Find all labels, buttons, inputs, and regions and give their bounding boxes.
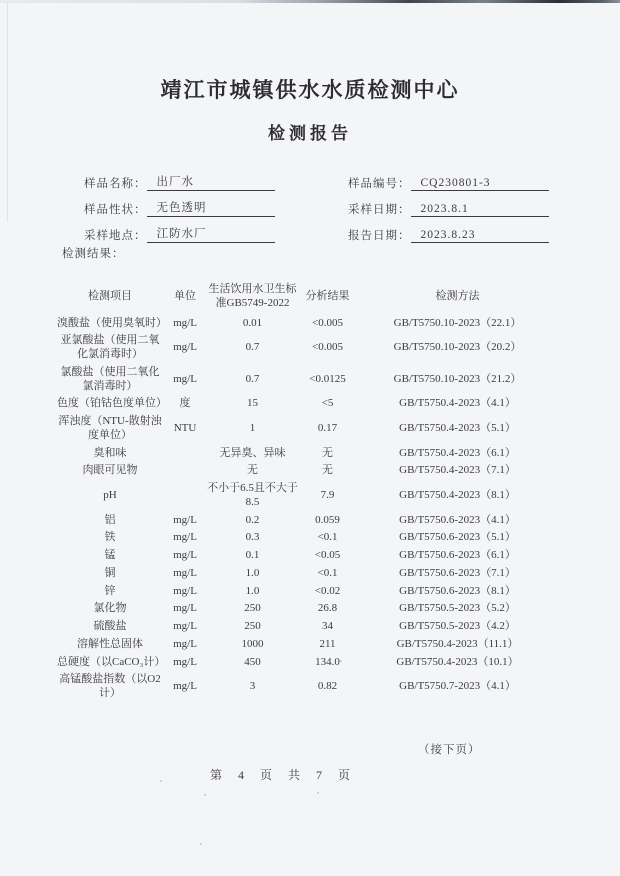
cell-unit [165,480,205,512]
report-date-label: 报告日期： [348,230,411,242]
cell-item: 肉眼可见物 [82,464,138,477]
cell-result: 0.17 [317,421,338,434]
sampling-site-value: 江防水厂 [147,225,275,243]
cell-standard: 250 [244,602,261,615]
col-header-unit: 单位 [174,289,196,302]
cell-item: pH [103,488,117,501]
scan-speck [204,794,206,796]
sample-info-right [348,165,549,243]
cell-unit: mg/L [173,513,197,526]
table-row [55,600,560,618]
cell-unit: 度 [179,397,191,410]
cell-standard: 250 [244,620,261,632]
sampling-date-field [348,191,549,217]
report-date-value: 2023.8.23 [411,229,549,243]
cell-item: 高锰酸盐指数（以O2计） [59,673,161,699]
cell-result: <0.005 [312,341,343,354]
cell-unit: mg/L [173,584,197,597]
cell-item: 氯酸盐（使用二氧化氯消毒时） [60,365,160,392]
cell-item: 铝 [104,513,116,526]
sample-state-value: 无色透明 [147,199,275,217]
cell-unit: mg/L [173,602,197,615]
scan-speck [200,843,202,845]
table-row [55,671,560,703]
sample-no-label: 样品编号： [348,178,411,190]
cell-method: GB/T5750.5-2023（5.2） [399,602,516,615]
cell-unit [165,462,205,480]
cell-item: 色度（铂钴色度单位） [57,397,167,410]
cell-method: GB/T5750.4-2023（11.1） [396,637,519,650]
table-row [55,618,560,636]
cell-unit: mg/L [173,655,197,668]
scan-speck [160,780,162,782]
cell-result: <0.1 [317,566,338,579]
results-table-body [55,315,560,703]
scan-left-edge [7,2,8,222]
sample-name-label: 样品名称： [84,178,147,190]
sample-no-value: CQ230801-3 [411,177,549,191]
sample-name-field [84,165,275,191]
cell-method: GB/T5750.4-2023（4.1） [399,397,516,410]
continued-note: （接下页） [418,744,481,756]
cell-result: <0.1 [317,531,338,544]
cell-standard: 15 [247,397,258,410]
cell-unit: mg/L [173,680,197,693]
cell-standard: 450 [244,655,261,668]
sampling-date-label: 采样日期： [348,204,411,216]
cell-unit: NTU [173,421,197,434]
cell-result: <0.02 [314,584,341,597]
cell-item: 氯化物 [93,602,127,615]
cell-standard: 1.0 [245,584,260,597]
cell-method: GB/T5750.6-2023（4.1） [399,513,516,526]
cell-method: GB/T5750.4-2023（5.1） [399,421,516,434]
table-row [55,445,560,463]
cell-method: GB/T5750.4-2023（8.1） [399,488,516,501]
col-header-result: 分析结果 [305,289,350,302]
scan-speck [317,792,319,794]
cell-method: GB/T5750.7-2023（4.1） [399,680,516,693]
page-number-footer: 第 4 页 共 7 页 [210,768,353,782]
cell-unit: mg/L [173,341,197,354]
cell-unit: mg/L [173,549,197,561]
scan-top-edge [0,0,620,3]
table-row [55,636,560,654]
cell-method: GB/T5750.10-2023（21.2） [393,372,522,385]
cell-unit: mg/L [173,372,197,385]
cell-standard: 1 [249,421,256,434]
cell-method: GB/T5750.10-2023（20.2） [393,341,522,354]
table-row [55,395,560,413]
cell-standard: 0.2 [245,513,260,526]
cell-item: 总硬度（以CaCO₃计） [57,655,166,668]
cell-standard: 1000 [241,637,264,650]
cell-standard: 0.3 [245,531,260,544]
table-row [55,413,560,445]
cell-item: 铜 [104,566,116,579]
cell-item: 铁 [104,531,116,544]
table-row [55,654,560,672]
table-row [55,565,560,583]
cell-standard: 0.7 [245,341,260,354]
table-row [55,547,560,565]
results-table-header-row [55,281,560,315]
cell-method: GB/T5750.4-2023（6.1） [399,446,516,459]
table-row [55,480,560,512]
cell-unit: mg/L [173,566,197,579]
cell-standard: 无 [247,464,258,477]
cell-item: 浑浊度（NTU-散射浊度单位） [58,415,162,441]
cell-method: GB/T5750.6-2023（8.1） [399,584,516,597]
cell-method: GB/T5750.5-2023（4.2） [399,620,516,632]
cell-result: <0.005 [312,316,343,329]
cell-unit: mg/L [173,316,197,329]
cell-standard: 不小于6.5且不大于8.5 [207,482,298,508]
cell-method: GB/T5750.6-2023（6.1） [399,549,516,561]
cell-standard: 1.0 [245,566,260,579]
cell-item: 臭和味 [93,446,127,459]
results-section-label: 检测结果： [62,248,125,260]
cell-result: 7.9 [320,488,335,501]
report-title: 检测报告 [268,124,352,143]
report-date-field [348,217,549,243]
cell-item: 溶解性总固体 [77,637,143,650]
col-header-item: 检测项目 [88,289,132,302]
org-title: 靖江市城镇供水水质检测中心 [160,78,460,102]
cell-method: GB/T5750.4-2023（10.1） [396,655,519,668]
results-table [55,281,560,703]
cell-result: 0.82 [317,680,338,693]
cell-item: 锰 [104,549,116,561]
cell-method: GB/T5750.6-2023（7.1） [399,566,516,579]
cell-result: 26.8 [317,602,338,615]
sample-name-value: 出厂水 [147,173,275,191]
table-row [55,364,560,396]
cell-result: 134.0 [315,655,340,668]
sample-info-left [84,165,275,243]
cell-unit [165,445,205,463]
cell-method: GB/T5750.6-2023（5.1） [399,531,516,544]
cell-method: GB/T5750.10-2023（22.1） [393,316,522,329]
table-row [55,462,560,480]
table-row [55,315,560,333]
table-row [55,332,560,364]
col-header-method: 检测方法 [435,289,480,302]
cell-unit: mg/L [173,637,197,650]
cell-result: 211 [319,637,336,650]
cell-standard: 无异臭、异味 [219,446,286,459]
cell-result: <0.0125 [309,372,346,385]
cell-result: 无 [322,464,333,477]
cell-result: 无 [322,446,333,459]
cell-unit: mg/L [173,620,197,632]
cell-unit: mg/L [173,531,197,544]
table-row [55,529,560,547]
cell-result: 0.059 [315,513,340,526]
sample-no-field [348,165,549,191]
cell-standard: 0.7 [245,372,260,385]
cell-result: <0.05 [314,549,341,561]
cell-item: 溴酸盐（使用臭氧时） [57,316,167,329]
cell-item: 锌 [104,584,116,597]
cell-item: 亚氯酸盐（使用二氧化氯消毒时） [60,334,160,360]
col-header-standard: 生活饮用水卫生标准GB5749-2022 [208,283,297,309]
sample-state-label: 样品性状： [84,204,147,216]
sample-state-field [84,191,275,217]
cell-standard: 0.01 [242,316,263,329]
cell-result: 34 [322,620,333,632]
table-row [55,512,560,530]
cell-method: GB/T5750.4-2023（7.1） [399,464,516,477]
sampling-date-value: 2023.8.1 [411,203,549,217]
cell-result: <5 [321,397,334,410]
cell-standard: 0.1 [245,549,260,561]
sampling-site-label: 采样地点： [84,230,147,242]
cell-standard: 3 [249,680,256,693]
table-row [55,583,560,601]
cell-item: 硫酸盐 [93,620,127,632]
sampling-site-field [84,217,275,243]
